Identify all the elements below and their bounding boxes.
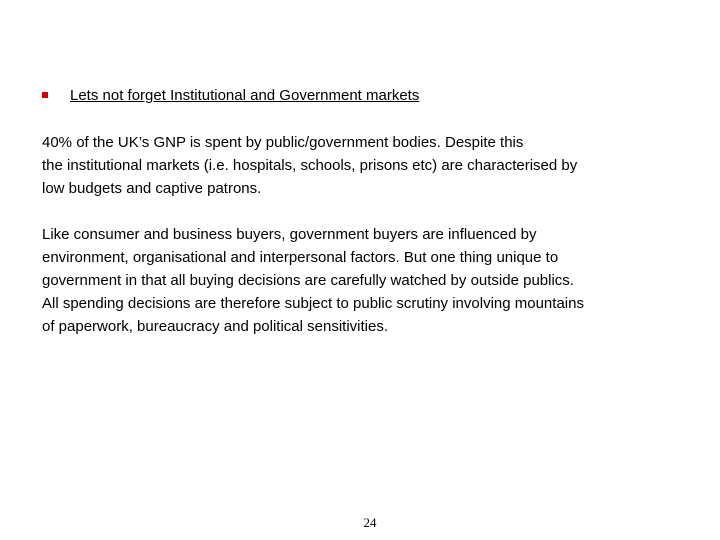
paragraph-line: Like consumer and business buyers, government buyers are influenced by: [42, 226, 537, 243]
paragraph-line: of paperwork, bureaucracy and political sensitivities.: [42, 318, 389, 335]
bullet-heading: Lets not forget Institutional and Government markets: [70, 87, 420, 104]
paragraph-line: the institutional markets (i.e. hospitals, schools, prisons etc) are characterised by: [42, 157, 578, 174]
paragraph-line: environment, organisational and interpersonal factors. But one thing unique to: [42, 249, 559, 266]
paragraph-line: All spending decisions are therefore subject to public scrutiny involving mountains: [42, 295, 584, 312]
bullet-item: [42, 86, 682, 108]
square-bullet-icon: [42, 92, 48, 98]
page-number: 24: [363, 515, 377, 530]
paragraph-line: low budgets and captive patrons.: [42, 180, 262, 197]
paragraph-gnp-spending: [42, 131, 692, 200]
paragraph-line: 40% of the UK’s GNP is spent by public/government bodies. Despite this: [42, 134, 524, 151]
paragraph-line: government in that all buying decisions are carefully watched by outside publics.: [42, 272, 574, 289]
paragraph-government-buyers: [42, 223, 692, 338]
